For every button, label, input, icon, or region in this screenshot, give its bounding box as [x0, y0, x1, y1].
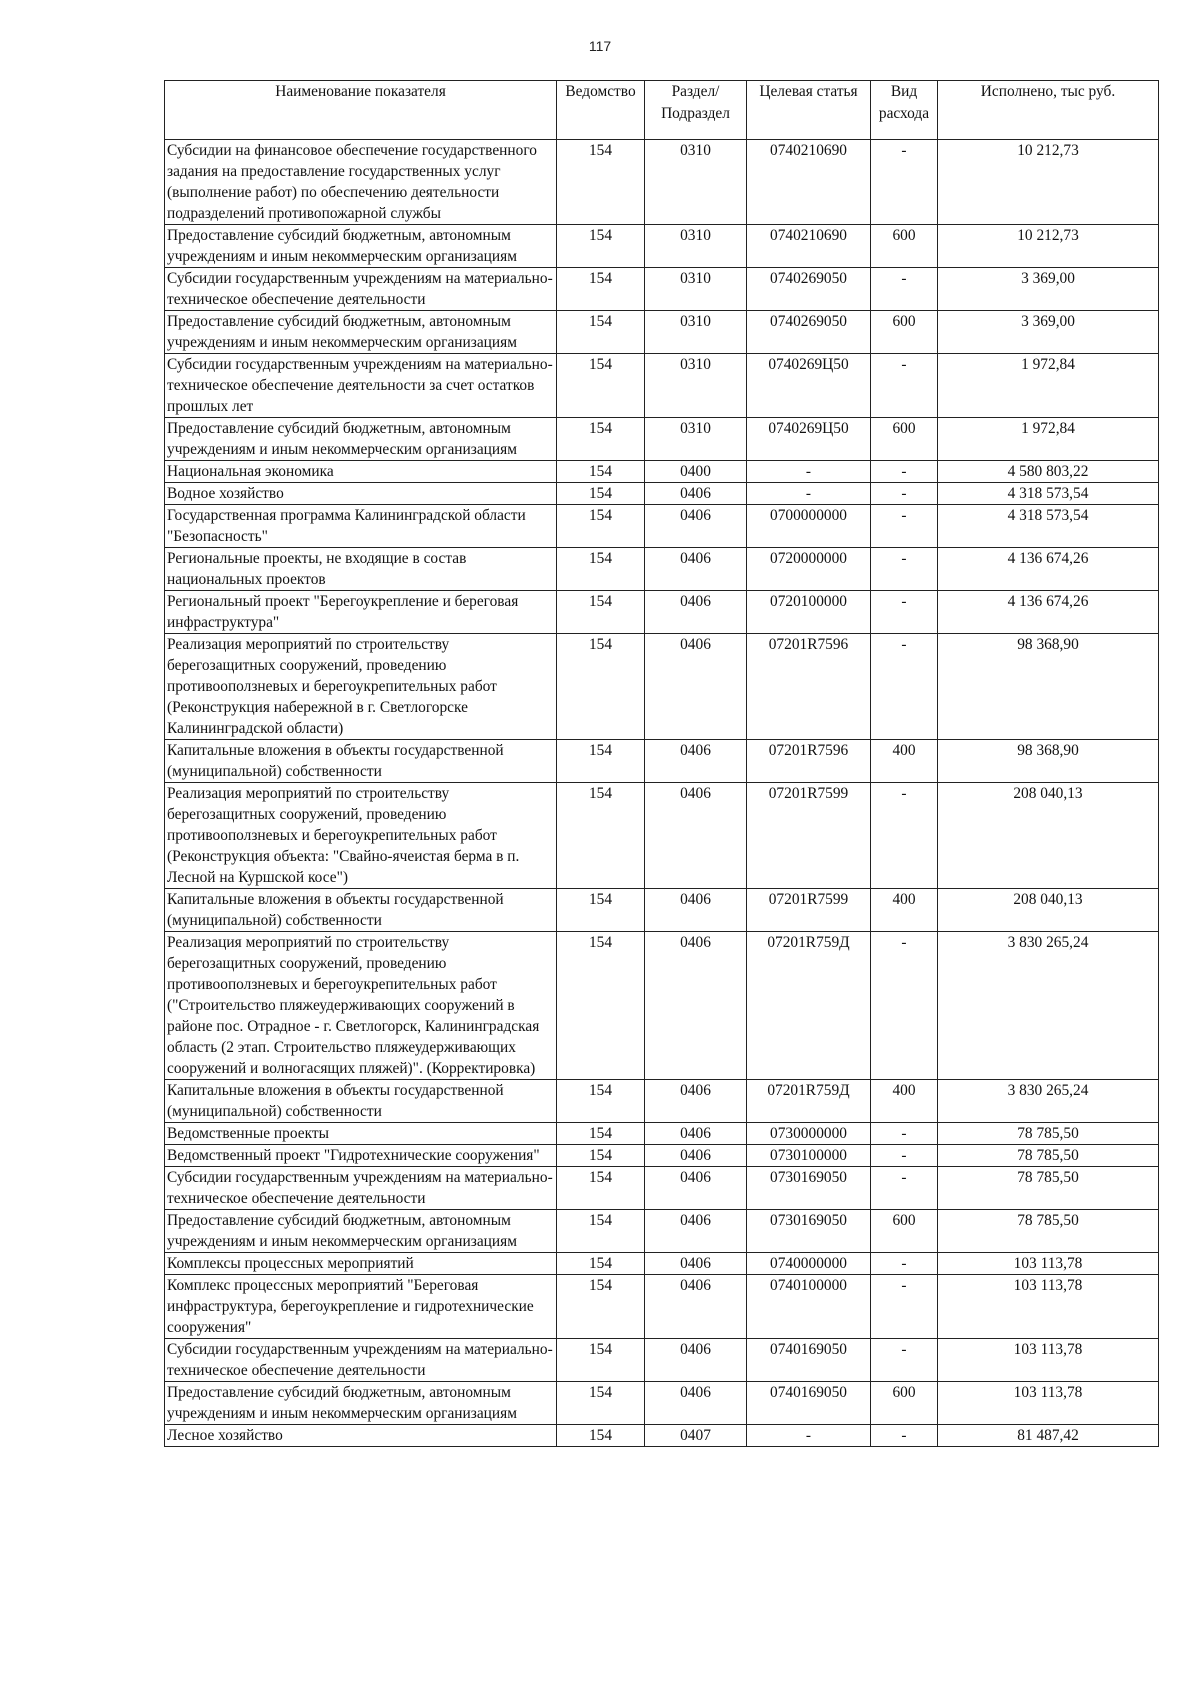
cell-type: - — [871, 783, 938, 889]
table-row — [165, 311, 1159, 354]
cell-amount: 78 785,50 — [938, 1145, 1159, 1167]
cell-amount: 4 318 573,54 — [938, 505, 1159, 548]
cell-name: Лесное хозяйство — [165, 1425, 557, 1447]
cell-name: Реализация мероприятий по строительству берегозащитных сооружений, проведению противооползневых и берегоукрепительных работ (Реконструкция набережной в г. Светлогорске Калининградской области) — [165, 634, 557, 740]
cell-section: 0406 — [645, 634, 747, 740]
cell-target: 07201R7599 — [747, 889, 871, 932]
cell-dept: 154 — [557, 1123, 645, 1145]
cell-name: Региональные проекты, не входящие в состав национальных проектов — [165, 548, 557, 591]
cell-name: Реализация мероприятий по строительству берегозащитных сооружений, проведению противооползневых и берегоукрепительных работ ("Строительство пляжеудерживающих сооружений в районе пос. Отрадное - г. Светлогорск, Калининградская область (2 этап. Строительство пляжеудерживающих сооружений и волногасящих пляжей)". (Корректировка) — [165, 932, 557, 1080]
cell-section: 0406 — [645, 1210, 747, 1253]
header-name: Наименование показателя — [165, 81, 557, 140]
cell-target: 0740000000 — [747, 1253, 871, 1275]
cell-target: 07201R759Д — [747, 932, 871, 1080]
table-row — [165, 1145, 1159, 1167]
cell-amount: 1 972,84 — [938, 418, 1159, 461]
cell-amount: 103 113,78 — [938, 1275, 1159, 1339]
cell-type: - — [871, 634, 938, 740]
cell-section: 0310 — [645, 418, 747, 461]
cell-dept: 154 — [557, 889, 645, 932]
cell-amount: 98 368,90 — [938, 634, 1159, 740]
cell-name: Предоставление субсидий бюджетным, автономным учреждениям и иным некоммерческим организациям — [165, 418, 557, 461]
cell-dept: 154 — [557, 1275, 645, 1339]
cell-name: Комплексы процессных мероприятий — [165, 1253, 557, 1275]
table-row — [165, 1382, 1159, 1425]
cell-amount: 10 212,73 — [938, 140, 1159, 225]
cell-amount: 4 136 674,26 — [938, 591, 1159, 634]
cell-type: - — [871, 505, 938, 548]
cell-name: Ведомственный проект "Гидротехнические сооружения" — [165, 1145, 557, 1167]
cell-target: 0730000000 — [747, 1123, 871, 1145]
cell-type: - — [871, 591, 938, 634]
cell-name: Региональный проект "Берегоукрепление и береговая инфраструктура" — [165, 591, 557, 634]
cell-amount: 81 487,42 — [938, 1425, 1159, 1447]
cell-dept: 154 — [557, 591, 645, 634]
cell-target: 0740269Ц50 — [747, 418, 871, 461]
cell-amount: 4 580 803,22 — [938, 461, 1159, 483]
cell-amount: 3 369,00 — [938, 268, 1159, 311]
table-row — [165, 1210, 1159, 1253]
cell-target: 0740210690 — [747, 140, 871, 225]
cell-target: 07201R759Д — [747, 1080, 871, 1123]
cell-type: 400 — [871, 740, 938, 783]
cell-name: Субсидии государственным учреждениям на материально-техническое обеспечение деятельности — [165, 1167, 557, 1210]
cell-type: - — [871, 1425, 938, 1447]
cell-name: Капитальные вложения в объекты государственной (муниципальной) собственности — [165, 740, 557, 783]
budget-table — [164, 80, 1159, 1447]
cell-dept: 154 — [557, 311, 645, 354]
cell-name: Субсидии на финансовое обеспечение государственного задания на предоставление государственных услуг (выполнение работ) по обеспечению деятельности подразделений противопожарной службы — [165, 140, 557, 225]
table-row — [165, 783, 1159, 889]
cell-type: - — [871, 461, 938, 483]
cell-target: - — [747, 483, 871, 505]
cell-amount: 103 113,78 — [938, 1253, 1159, 1275]
cell-target: 0740169050 — [747, 1382, 871, 1425]
cell-type: - — [871, 1167, 938, 1210]
cell-section: 0406 — [645, 1167, 747, 1210]
cell-amount: 208 040,13 — [938, 889, 1159, 932]
cell-section: 0406 — [645, 1382, 747, 1425]
cell-type: 600 — [871, 225, 938, 268]
cell-section: 0406 — [645, 889, 747, 932]
cell-section: 0406 — [645, 783, 747, 889]
table-header-row — [165, 81, 1159, 140]
cell-target: 07201R7599 — [747, 783, 871, 889]
cell-type: - — [871, 140, 938, 225]
cell-dept: 154 — [557, 268, 645, 311]
cell-name: Национальная экономика — [165, 461, 557, 483]
cell-dept: 154 — [557, 483, 645, 505]
cell-name: Предоставление субсидий бюджетным, автономным учреждениям и иным некоммерческим организациям — [165, 1382, 557, 1425]
cell-amount: 4 136 674,26 — [938, 548, 1159, 591]
header-target: Целевая статья — [747, 81, 871, 140]
table-row — [165, 1253, 1159, 1275]
cell-dept: 154 — [557, 1145, 645, 1167]
cell-section: 0407 — [645, 1425, 747, 1447]
cell-target: 0730100000 — [747, 1145, 871, 1167]
cell-type: - — [871, 268, 938, 311]
cell-type: 600 — [871, 1210, 938, 1253]
cell-name: Предоставление субсидий бюджетным, автономным учреждениям и иным некоммерческим организациям — [165, 1210, 557, 1253]
cell-section: 0406 — [645, 740, 747, 783]
cell-type: 600 — [871, 1382, 938, 1425]
header-dept: Ведомство — [557, 81, 645, 140]
cell-target: 0720100000 — [747, 591, 871, 634]
cell-section: 0310 — [645, 268, 747, 311]
table-row — [165, 483, 1159, 505]
cell-type: - — [871, 1275, 938, 1339]
header-amount: Исполнено, тыс руб. — [938, 81, 1159, 140]
cell-amount: 98 368,90 — [938, 740, 1159, 783]
cell-type: 400 — [871, 889, 938, 932]
cell-amount: 3 830 265,24 — [938, 1080, 1159, 1123]
cell-name: Комплекс процессных мероприятий "Береговая инфраструктура, берегоукрепление и гидротехнические сооружения" — [165, 1275, 557, 1339]
cell-type: - — [871, 1145, 938, 1167]
cell-dept: 154 — [557, 1339, 645, 1382]
page-number: 117 — [588, 38, 612, 54]
cell-amount: 103 113,78 — [938, 1382, 1159, 1425]
cell-dept: 154 — [557, 548, 645, 591]
table-row — [165, 140, 1159, 225]
cell-type: - — [871, 1123, 938, 1145]
cell-dept: 154 — [557, 740, 645, 783]
cell-name: Предоставление субсидий бюджетным, автономным учреждениям и иным некоммерческим организациям — [165, 311, 557, 354]
cell-name: Ведомственные проекты — [165, 1123, 557, 1145]
table-row — [165, 889, 1159, 932]
cell-section: 0406 — [645, 1145, 747, 1167]
cell-amount: 78 785,50 — [938, 1123, 1159, 1145]
header-type: Вид расхода — [871, 81, 938, 140]
cell-name: Капитальные вложения в объекты государственной (муниципальной) собственности — [165, 1080, 557, 1123]
cell-target: 0740269050 — [747, 311, 871, 354]
cell-target: 07201R7596 — [747, 634, 871, 740]
cell-section: 0406 — [645, 1339, 747, 1382]
cell-name: Субсидии государственным учреждениям на материально-техническое обеспечение деятельности — [165, 1339, 557, 1382]
cell-target: - — [747, 461, 871, 483]
cell-section: 0310 — [645, 140, 747, 225]
cell-section: 0310 — [645, 354, 747, 418]
table-row — [165, 548, 1159, 591]
cell-amount: 4 318 573,54 — [938, 483, 1159, 505]
cell-amount: 3 830 265,24 — [938, 932, 1159, 1080]
cell-dept: 154 — [557, 225, 645, 268]
cell-type: - — [871, 932, 938, 1080]
table-row — [165, 1167, 1159, 1210]
cell-section: 0406 — [645, 483, 747, 505]
table-row — [165, 1275, 1159, 1339]
cell-dept: 154 — [557, 418, 645, 461]
cell-target: 0730169050 — [747, 1167, 871, 1210]
table-row — [165, 932, 1159, 1080]
cell-amount: 103 113,78 — [938, 1339, 1159, 1382]
cell-dept: 154 — [557, 783, 645, 889]
table-row — [165, 354, 1159, 418]
cell-dept: 154 — [557, 1425, 645, 1447]
cell-name: Субсидии государственным учреждениям на материально-техническое обеспечение деятельности — [165, 268, 557, 311]
cell-dept: 154 — [557, 461, 645, 483]
cell-dept: 154 — [557, 505, 645, 548]
cell-amount: 78 785,50 — [938, 1167, 1159, 1210]
cell-target: 0740269Ц50 — [747, 354, 871, 418]
cell-dept: 154 — [557, 354, 645, 418]
table-row — [165, 461, 1159, 483]
cell-name: Субсидии государственным учреждениям на материально-техническое обеспечение деятельности за счет остатков прошлых лет — [165, 354, 557, 418]
cell-target: 0730169050 — [747, 1210, 871, 1253]
table-row — [165, 1080, 1159, 1123]
cell-target: - — [747, 1425, 871, 1447]
cell-section: 0310 — [645, 225, 747, 268]
cell-section: 0400 — [645, 461, 747, 483]
cell-target: 0740210690 — [747, 225, 871, 268]
cell-type: - — [871, 483, 938, 505]
cell-section: 0406 — [645, 548, 747, 591]
cell-name: Капитальные вложения в объекты государственной (муниципальной) собственности — [165, 889, 557, 932]
table-row — [165, 505, 1159, 548]
cell-type: - — [871, 1339, 938, 1382]
cell-amount: 3 369,00 — [938, 311, 1159, 354]
cell-name: Предоставление субсидий бюджетным, автономным учреждениям и иным некоммерческим организациям — [165, 225, 557, 268]
cell-type: - — [871, 354, 938, 418]
cell-amount: 208 040,13 — [938, 783, 1159, 889]
cell-section: 0406 — [645, 1123, 747, 1145]
cell-section: 0406 — [645, 591, 747, 634]
cell-dept: 154 — [557, 1167, 645, 1210]
cell-target: 0740100000 — [747, 1275, 871, 1339]
cell-target: 07201R7596 — [747, 740, 871, 783]
table-row — [165, 1425, 1159, 1447]
cell-dept: 154 — [557, 1210, 645, 1253]
cell-section: 0406 — [645, 1253, 747, 1275]
table-row — [165, 268, 1159, 311]
table-row — [165, 591, 1159, 634]
cell-type: - — [871, 548, 938, 591]
cell-section: 0406 — [645, 505, 747, 548]
table-row — [165, 418, 1159, 461]
cell-amount: 10 212,73 — [938, 225, 1159, 268]
cell-target: 0740169050 — [747, 1339, 871, 1382]
cell-dept: 154 — [557, 140, 645, 225]
cell-name: Реализация мероприятий по строительству берегозащитных сооружений, проведению противооползневых и берегоукрепительных работ (Реконструкция объекта: "Свайно-ячеистая берма в п. Лесной на Куршской косе") — [165, 783, 557, 889]
cell-section: 0406 — [645, 932, 747, 1080]
cell-name: Государственная программа Калининградской области "Безопасность" — [165, 505, 557, 548]
cell-dept: 154 — [557, 932, 645, 1080]
cell-amount: 78 785,50 — [938, 1210, 1159, 1253]
cell-amount: 1 972,84 — [938, 354, 1159, 418]
cell-target: 0700000000 — [747, 505, 871, 548]
cell-dept: 154 — [557, 1382, 645, 1425]
cell-type: 400 — [871, 1080, 938, 1123]
table-row — [165, 740, 1159, 783]
cell-type: - — [871, 1253, 938, 1275]
cell-type: 600 — [871, 311, 938, 354]
cell-name: Водное хозяйство — [165, 483, 557, 505]
cell-section: 0406 — [645, 1275, 747, 1339]
cell-dept: 154 — [557, 1253, 645, 1275]
cell-target: 0720000000 — [747, 548, 871, 591]
cell-target: 0740269050 — [747, 268, 871, 311]
cell-type: 600 — [871, 418, 938, 461]
cell-dept: 154 — [557, 1080, 645, 1123]
table-row — [165, 1339, 1159, 1382]
cell-section: 0406 — [645, 1080, 747, 1123]
table-row — [165, 225, 1159, 268]
cell-dept: 154 — [557, 634, 645, 740]
table-row — [165, 1123, 1159, 1145]
table-row — [165, 634, 1159, 740]
header-section: Раздел/ Подраздел — [645, 81, 747, 140]
cell-section: 0310 — [645, 311, 747, 354]
